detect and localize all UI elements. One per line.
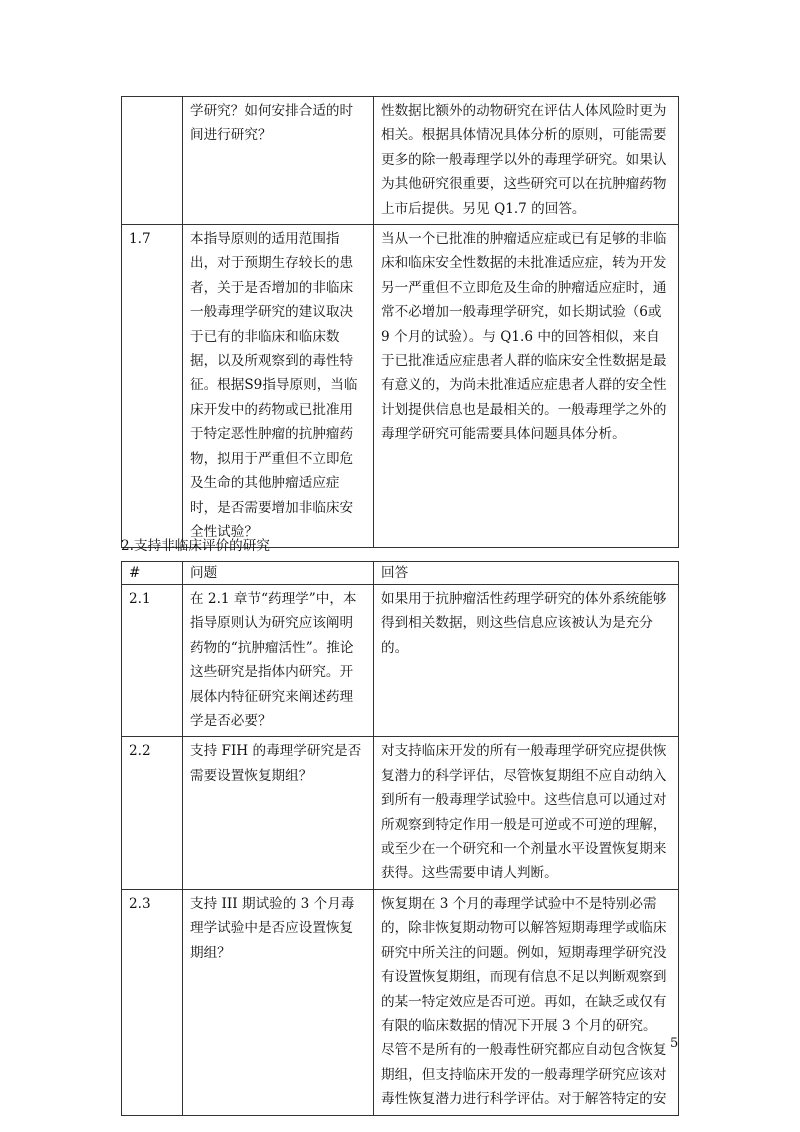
toxicology-qa-table-continued bbox=[121, 96, 679, 548]
answer-cell bbox=[374, 97, 679, 225]
question-cell: 支持 FIH 的毒理学研究是否需要设置恢复期组？ bbox=[183, 737, 374, 889]
table-row bbox=[122, 889, 679, 1115]
question-cell: 本指导原则的适用范围指出，对于预期生存较长的患者，关于是否增加的非临床一般毒理学研究的建议取决于已有的非临床和临床数据，以及所观察到的毒性特征。根据S9指导原则，当临床开发中的药物或已批准用于特定恶性肿瘤的抗肿瘤药物，拟用于严重但不立即危及生命的其他肿瘤适应症时，是否需要增加非临床安全性试验？ bbox=[183, 225, 374, 548]
question-cell: 在 2.1 章节“药理学”中，本指导原则认为研究应该阐明药物的“抗肿瘤活性”。推论这些研究是指体内研究。开展体内特征研究来阐述药理学是否必要？ bbox=[183, 585, 374, 737]
question-cell: 支持 III 期试验的 3 个月毒理学试验中是否应设置恢复期组？ bbox=[183, 889, 374, 1115]
answer-paragraph: 性数据比额外的动物研究在评估人体风险时更为相关。根据具体情况具体分析的原则，可能需要更多的除一般毒理学以外的毒理学研究。如果认为其他研究很重要，这些研究可以在抗肿瘤药物上市后提供。另见 Q1.7 的回答。 bbox=[381, 103, 667, 217]
answer-paragraph: 恢复期在 3 个月的毒理学试验中不是特别必需的，除非恢复期动物可以解答短期毒理学或临床研究中所关注的问题。例如，短期毒理学研究没有设置恢复期组，而现有信息不足以判断观察到的某一特定效应是否可逆。再如，在缺乏或仅有有限的临床数据的情况下开展 3 个月的研究。 bbox=[381, 895, 667, 1034]
answer-paragraph: 如果用于抗肿瘤活性药理学研究的体外系统能够得到相关数据，则这些信息应该被认为是充分的。 bbox=[381, 591, 667, 656]
table-row bbox=[122, 737, 679, 889]
row-number: 1.7 bbox=[122, 225, 183, 548]
row-number: 2.3 bbox=[122, 889, 183, 1115]
answer-paragraph: 尽管不是所有的一般毒性研究都应自动包含恢复期组，但支持临床开发的一般毒理学研究应该对毒性恢复潜力进行科学评估。对于解答特定的安 bbox=[381, 1042, 667, 1108]
answer-cell bbox=[374, 737, 679, 889]
answer-paragraph: 当从一个已批准的肿瘤适应症或已有足够的非临床和临床安全性数据的未批准适应症，转为开发另一严重但不立即危及生命的肿瘤适应症时，通常不必增加一般毒理学研究，如长期试验（6或 9 个月的试验）。与 Q1.6 中的回答相似，来自于已批准适应症患者人群的临床安全性数据是最有意义的，为尚未批准适应症患者人群的安全性计划提供信息也是最相关的。一般毒理学之外的毒理学研究可能需要具体问题具体分析。 bbox=[381, 231, 667, 443]
section-heading: 2.支持非临床评价的研究 bbox=[121, 538, 270, 554]
column-header-answer: 回答 bbox=[374, 562, 679, 585]
page-number: 5 bbox=[670, 1036, 679, 1051]
answer-cell bbox=[374, 889, 679, 1115]
answer-cell bbox=[374, 585, 679, 737]
row-number: 2.2 bbox=[122, 737, 183, 889]
answer-paragraph: 对支持临床开发的所有一般毒理学研究应提供恢复潜力的科学评估，尽管恢复期组不应自动纳入到所有一般毒理学试验中。这些信息可以通过对所观察到特定作用一般是可逆或不可逆的理解，或至少在一个研究和一个剂量水平设置恢复期来获得。这些需要申请人判断。 bbox=[381, 743, 667, 882]
table-row bbox=[122, 585, 679, 737]
table-row bbox=[122, 225, 679, 548]
answer-cell bbox=[374, 225, 679, 548]
row-number bbox=[122, 97, 183, 225]
column-header-question: 问题 bbox=[183, 562, 374, 585]
nonclinical-studies-qa-table bbox=[121, 561, 679, 1116]
table-row bbox=[122, 97, 679, 225]
question-cell: 学研究？如何安排合适的时间进行研究？ bbox=[183, 97, 374, 225]
table-header-row bbox=[122, 562, 679, 585]
row-number: 2.1 bbox=[122, 585, 183, 737]
column-header-number: # bbox=[122, 562, 183, 585]
